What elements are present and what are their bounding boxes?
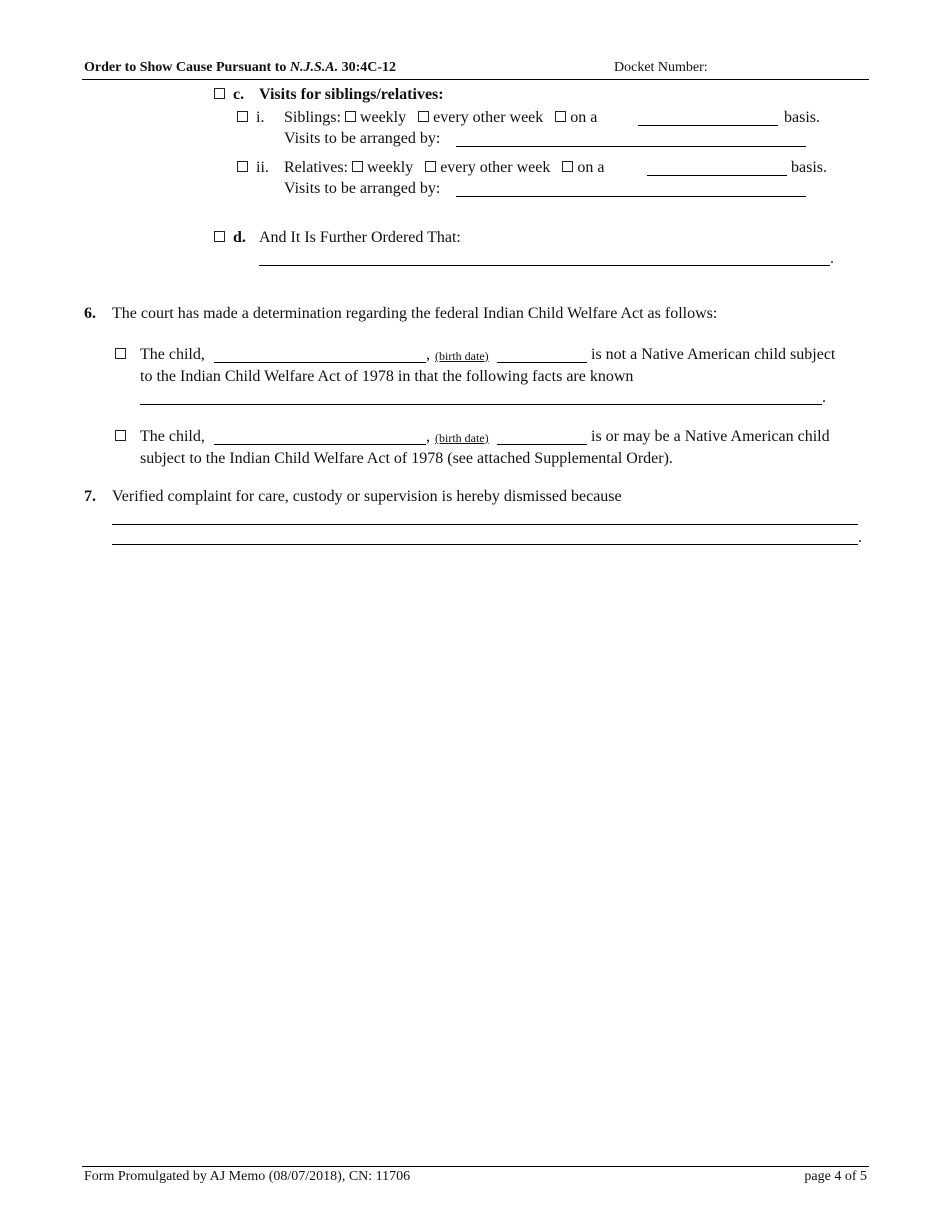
icwa-not-native-child-name-blank[interactable] <box>214 362 426 363</box>
item-6-text: The court has made a determination regarding the federal Indian Child Welfare Act as follows: <box>112 305 718 322</box>
icwa-not-native-end-mark: . <box>822 389 826 406</box>
item-7-end-mark: . <box>858 529 862 546</box>
icwa-not-native-comma: , <box>426 346 430 363</box>
siblings-label: Siblings: <box>284 109 341 126</box>
icwa-may-be-native-prefix: The child, <box>140 428 205 445</box>
header-title-prefix: Order to Show Cause Pursuant to <box>84 60 290 75</box>
header-rule <box>82 79 869 80</box>
siblings-on-a-checkbox-icon[interactable] <box>555 111 566 122</box>
section-d-checkbox-icon[interactable] <box>214 231 225 242</box>
icwa-not-native-checkbox-icon[interactable] <box>115 346 130 364</box>
section-d-letter: d. <box>233 229 246 246</box>
item-7-number: 7. <box>84 488 96 505</box>
icwa-may-be-native-checkbox-icon[interactable] <box>115 428 130 446</box>
relatives-on-a-checkbox-icon[interactable] <box>562 161 573 172</box>
icwa-not-native-birth-date-blank[interactable] <box>497 362 587 363</box>
icwa-not-native-suffix: is not a Native American child subject <box>591 346 836 363</box>
relatives-options-line <box>284 159 604 177</box>
section-d-end-mark: . <box>830 250 834 267</box>
icwa-may-be-native-birth-date-blank[interactable] <box>497 444 587 445</box>
relatives-basis-blank[interactable] <box>647 175 787 176</box>
dismissal-reason-blank-2[interactable] <box>112 544 858 545</box>
docket-number-label: Docket Number: <box>614 60 708 75</box>
icwa-not-native-prefix: The child, <box>140 346 205 363</box>
relatives-arranged-by-blank[interactable] <box>456 196 806 197</box>
section-c-checkbox-icon[interactable] <box>214 88 225 99</box>
relatives-checkbox-row <box>237 159 269 177</box>
dismissal-reason-blank-1[interactable] <box>112 524 858 525</box>
footer-rule <box>82 1166 869 1167</box>
relatives-label: Relatives: <box>284 159 348 176</box>
relatives-every-other-week-checkbox-icon[interactable] <box>425 161 436 172</box>
item-7-text: Verified complaint for care, custody or supervision is hereby dismissed because <box>112 488 622 505</box>
icwa-not-native-facts-blank[interactable] <box>140 404 822 405</box>
siblings-weekly-checkbox-icon[interactable] <box>345 111 356 122</box>
header-title <box>84 60 396 76</box>
section-c-heading <box>214 86 244 104</box>
header-title-section: 30:4C-12 <box>338 60 397 75</box>
siblings-options-line <box>284 109 597 127</box>
siblings-basis-label: basis. <box>784 109 820 126</box>
siblings-arranged-by-blank[interactable] <box>456 146 806 147</box>
siblings-basis-blank[interactable] <box>638 125 778 126</box>
icwa-may-be-native-comma: , <box>426 428 430 445</box>
footer-form-info: Form Promulgated by AJ Memo (08/07/2018), CN: 11706 <box>84 1169 411 1184</box>
relatives-weekly-checkbox-icon[interactable] <box>352 161 363 172</box>
section-d-text: And It Is Further Ordered That: <box>259 229 461 246</box>
siblings-arranged-by-label: Visits to be arranged by: <box>284 130 441 147</box>
icwa-may-be-native-suffix: is or may be a Native American child <box>591 428 830 445</box>
relatives-on-a-label: on a <box>577 159 605 176</box>
section-c-title: Visits for siblings/relatives: <box>259 86 444 103</box>
relatives-checkbox-icon[interactable] <box>237 161 248 172</box>
icwa-may-be-native-birth-date-label: (birth date) <box>435 431 489 445</box>
relatives-arranged-by-label: Visits to be arranged by: <box>284 180 441 197</box>
icwa-may-be-native-child-name-blank[interactable] <box>214 444 426 445</box>
siblings-on-a-label: on a <box>570 109 598 126</box>
relatives-every-other-week-label: every other week <box>440 159 551 176</box>
section-c-letter: c. <box>233 86 245 103</box>
siblings-numeral: i. <box>256 109 265 126</box>
footer-page-number: page 4 of 5 <box>804 1169 867 1184</box>
siblings-weekly-label: weekly <box>359 109 407 126</box>
relatives-numeral: ii. <box>256 159 269 176</box>
section-d-heading <box>214 229 246 247</box>
siblings-every-other-week-checkbox-icon[interactable] <box>418 111 429 122</box>
section-d-blank[interactable] <box>259 265 830 266</box>
icwa-not-native-line2: to the Indian Child Welfare Act of 1978 in that the following facts are known <box>140 368 634 385</box>
siblings-checkbox-row <box>237 109 264 127</box>
relatives-basis-label: basis. <box>791 159 827 176</box>
siblings-checkbox-icon[interactable] <box>237 111 248 122</box>
icwa-may-be-native-line2: subject to the Indian Child Welfare Act of 1978 (see attached Supplemental Order). <box>140 450 673 467</box>
siblings-every-other-week-label: every other week <box>433 109 544 126</box>
relatives-weekly-label: weekly <box>366 159 414 176</box>
item-6-number: 6. <box>84 305 96 322</box>
header-title-statute: N.J.S.A. <box>289 60 339 75</box>
icwa-not-native-birth-date-label: (birth date) <box>435 349 489 363</box>
